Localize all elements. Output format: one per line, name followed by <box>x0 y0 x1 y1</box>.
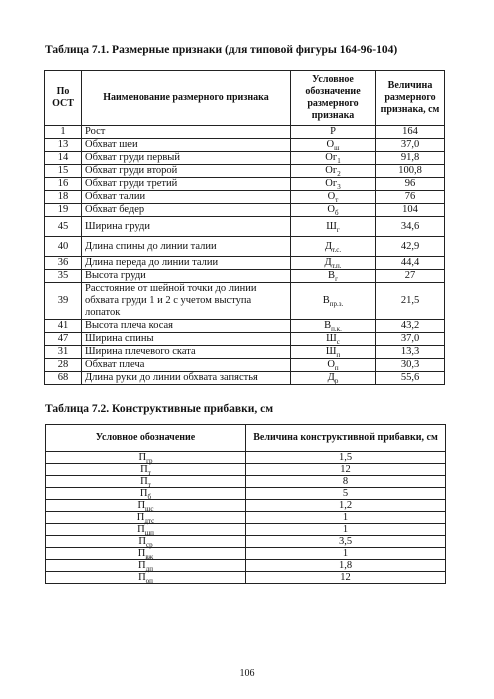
measurement-value: 37,0 <box>376 333 445 346</box>
symbol-cell <box>291 178 376 191</box>
measurement-value: 55,6 <box>376 372 445 385</box>
ost-number: 16 <box>45 178 82 191</box>
measurement-name: Рост <box>82 126 291 139</box>
symbol-base: П <box>138 536 146 547</box>
table-row <box>46 452 446 464</box>
table-row <box>45 333 445 346</box>
symbol-cell <box>291 139 376 152</box>
header-symbol: Условное обозначение размерного признака <box>291 71 376 126</box>
symbol-base: Ш <box>326 220 337 232</box>
symbol-cell <box>291 217 376 237</box>
measurement-name: Обхват груди третий <box>82 178 291 191</box>
measurement-value: 76 <box>376 191 445 204</box>
allowance-value: 1 <box>246 548 446 560</box>
ost-number: 47 <box>45 333 82 346</box>
symbol-subscript: г <box>335 275 338 284</box>
ost-number: 14 <box>45 152 82 165</box>
symbol-subscript: ш <box>334 144 340 153</box>
allowance-value: 1,8 <box>246 560 446 572</box>
symbol-cell <box>291 372 376 385</box>
symbol-subscript: дп <box>145 565 153 574</box>
table-row <box>46 548 446 560</box>
ost-number: 41 <box>45 320 82 333</box>
table-row <box>45 283 445 320</box>
measurement-value: 164 <box>376 126 445 139</box>
symbol-cell <box>46 476 246 488</box>
symbol-cell <box>46 572 246 584</box>
table1-header-row <box>45 71 445 126</box>
ost-number: 18 <box>45 191 82 204</box>
symbol-cell <box>46 548 246 560</box>
measurement-value: 30,3 <box>376 359 445 372</box>
measurement-name: Ширина плечевого ската <box>82 346 291 359</box>
symbol-cell <box>291 204 376 217</box>
symbol-subscript: п.к. <box>331 325 342 334</box>
symbol-cell <box>291 257 376 270</box>
measurement-name: Обхват бедер <box>82 204 291 217</box>
symbol-cell <box>46 512 246 524</box>
allowance-value: 8 <box>246 476 446 488</box>
allowance-value: 1,5 <box>246 452 446 464</box>
table1-caption: Таблица 7.1. Размерные признаки (для типовой фигуры 164-96-104) <box>45 44 398 56</box>
symbol-cell <box>46 488 246 500</box>
table-row <box>46 476 446 488</box>
symbol-cell <box>46 536 246 548</box>
symbol-subscript: п <box>336 351 341 360</box>
symbol-subscript: шс <box>145 505 154 514</box>
symbol-cell <box>291 270 376 283</box>
measurement-name: Длина спины до линии талии <box>82 237 291 257</box>
measurement-name: Обхват груди первый <box>82 152 291 165</box>
header-name: Наименование размерного признака <box>82 71 291 126</box>
measurement-name: Длина руки до линии обхвата запястья <box>82 372 291 385</box>
symbol-base: П <box>139 488 148 499</box>
symbol-subscript: вж <box>145 553 154 562</box>
allowance-value: 1 <box>246 512 446 524</box>
table-row <box>46 560 446 572</box>
allowance-value: 1 <box>246 524 446 536</box>
symbol-subscript: ср <box>145 541 153 550</box>
symbol-cell <box>46 452 246 464</box>
symbol-subscript: б <box>147 493 152 502</box>
table-row <box>46 512 446 524</box>
symbol-base: Р <box>330 126 336 137</box>
symbol-base: Д <box>327 372 335 383</box>
symbol-cell <box>46 464 246 476</box>
symbol-base: Д <box>324 257 332 268</box>
table-row <box>45 257 445 270</box>
symbol-subscript: т <box>147 469 151 478</box>
symbol-cell <box>46 560 246 572</box>
symbol-cell <box>46 500 246 512</box>
header-value: Величина конструктивной прибавки, см <box>246 425 446 452</box>
table-row <box>45 237 445 257</box>
measurement-value: 34,6 <box>376 217 445 237</box>
symbol-cell <box>291 333 376 346</box>
ost-number: 36 <box>45 257 82 270</box>
symbol-subscript: т <box>335 196 339 205</box>
ost-number: 28 <box>45 359 82 372</box>
ost-number: 40 <box>45 237 82 257</box>
table-row <box>45 178 445 191</box>
symbol-base: Д <box>324 240 333 252</box>
symbol-base: П <box>140 464 148 475</box>
symbol-base: П <box>136 512 145 523</box>
table-row <box>45 204 445 217</box>
symbol-base: П <box>140 476 148 487</box>
table-row <box>45 217 445 237</box>
symbol-base: П <box>138 452 147 463</box>
symbol-cell <box>291 165 376 178</box>
allowance-value: 12 <box>246 572 446 584</box>
measurement-name: Высота груди <box>82 270 291 283</box>
measurement-value: 96 <box>376 178 445 191</box>
symbol-subscript: г <box>336 225 340 234</box>
allowance-value: 5 <box>246 488 446 500</box>
table-row <box>46 464 446 476</box>
symbol-base: Ш <box>325 346 337 357</box>
symbol-cell <box>291 237 376 257</box>
symbol-cell <box>291 320 376 333</box>
allowances-table <box>45 424 446 584</box>
symbol-subscript: дтс <box>144 517 155 526</box>
measurement-name: Расстояние от шейной точки до линии обхвата груди 1 и 2 с учетом выступа лопаток <box>82 283 291 320</box>
symbol-subscript: с <box>336 338 340 347</box>
symbol-base: П <box>138 560 146 571</box>
ost-number: 35 <box>45 270 82 283</box>
table-row <box>45 372 445 385</box>
symbol-subscript: п <box>334 364 339 373</box>
ost-number: 45 <box>45 217 82 237</box>
symbol-base: П <box>137 548 146 559</box>
symbol-subscript: оп <box>145 577 153 586</box>
ost-number: 15 <box>45 165 82 178</box>
symbol-base: О <box>327 204 336 215</box>
measurement-value: 44,4 <box>376 257 445 270</box>
table-row <box>46 572 446 584</box>
table-row <box>45 320 445 333</box>
symbol-base: Ш <box>326 333 337 344</box>
symbol-subscript: р <box>334 377 339 386</box>
measurement-value: 43,2 <box>376 320 445 333</box>
table-row <box>45 191 445 204</box>
table-row <box>46 536 446 548</box>
table-row <box>46 488 446 500</box>
table2-caption: Таблица 7.2. Конструктивные прибавки, см <box>45 403 274 415</box>
symbol-base: Ог <box>325 178 338 189</box>
symbol-subscript: 2 <box>337 170 341 179</box>
header-value: Величина размерного признака, см <box>376 71 445 126</box>
measurement-name: Высота плеча косая <box>82 320 291 333</box>
symbol-cell <box>291 191 376 204</box>
table1-body <box>45 126 445 385</box>
ost-number: 68 <box>45 372 82 385</box>
symbol-cell <box>291 346 376 359</box>
measurement-value: 21,5 <box>376 283 445 320</box>
symbol-subscript: 3 <box>337 183 341 192</box>
measurement-name: Обхват талии <box>82 191 291 204</box>
measurement-value: 13,3 <box>376 346 445 359</box>
symbol-base: В <box>328 270 336 281</box>
table-row <box>45 126 445 139</box>
measurements-table <box>44 70 445 385</box>
measurement-value: 91,8 <box>376 152 445 165</box>
symbol-base: О <box>327 191 336 202</box>
ost-number: 13 <box>45 139 82 152</box>
header-num: По ОСТ <box>45 71 82 126</box>
table-row <box>45 165 445 178</box>
table-row <box>45 359 445 372</box>
symbol-subscript: т.п. <box>331 262 342 271</box>
symbol-base: О <box>327 359 335 370</box>
symbol-base: П <box>137 500 146 511</box>
allowance-value: 12 <box>246 464 446 476</box>
table-row <box>46 524 446 536</box>
symbol-cell <box>291 152 376 165</box>
symbol-cell <box>291 126 376 139</box>
symbol-subscript: шп <box>144 529 154 538</box>
table-row <box>45 139 445 152</box>
symbol-subscript: т.с. <box>332 245 342 254</box>
table2-body <box>46 452 446 584</box>
symbol-base: В <box>322 295 330 306</box>
symbol-cell <box>291 359 376 372</box>
table-row <box>46 500 446 512</box>
symbol-subscript: гр <box>146 457 153 466</box>
symbol-base: В <box>324 320 332 331</box>
measurement-value: 37,0 <box>376 139 445 152</box>
symbol-subscript: пр.з. <box>329 300 344 309</box>
table-row <box>45 270 445 283</box>
measurement-value: 104 <box>376 204 445 217</box>
allowance-value: 1,2 <box>246 500 446 512</box>
measurement-name: Ширина груди <box>82 217 291 237</box>
symbol-base: Ог <box>325 165 338 176</box>
measurement-value: 100,8 <box>376 165 445 178</box>
measurement-value: 27 <box>376 270 445 283</box>
ost-number: 1 <box>45 126 82 139</box>
symbol-subscript: 1 <box>337 157 341 166</box>
measurement-name: Обхват плеча <box>82 359 291 372</box>
measurement-value: 42,9 <box>376 237 445 257</box>
symbol-base: О <box>326 139 335 150</box>
symbol-subscript: б <box>335 209 339 218</box>
measurement-name: Ширина спины <box>82 333 291 346</box>
ost-number: 31 <box>45 346 82 359</box>
table-row <box>45 346 445 359</box>
table2-header-row <box>46 425 446 452</box>
measurement-name: Обхват шеи <box>82 139 291 152</box>
symbol-base: Ог <box>325 152 338 163</box>
symbol-cell <box>291 283 376 320</box>
page-number: 106 <box>239 668 255 679</box>
ost-number: 39 <box>45 283 82 320</box>
allowance-value: 3,5 <box>246 536 446 548</box>
measurement-name: Обхват груди второй <box>82 165 291 178</box>
header-symbol: Условное обозначение <box>46 425 246 452</box>
symbol-base: П <box>138 572 146 583</box>
ost-number: 19 <box>45 204 82 217</box>
symbol-subscript: т <box>147 481 151 490</box>
symbol-base: П <box>137 524 145 535</box>
symbol-cell <box>46 524 246 536</box>
table-row <box>45 152 445 165</box>
measurement-name: Длина переда до линии талии <box>82 257 291 270</box>
